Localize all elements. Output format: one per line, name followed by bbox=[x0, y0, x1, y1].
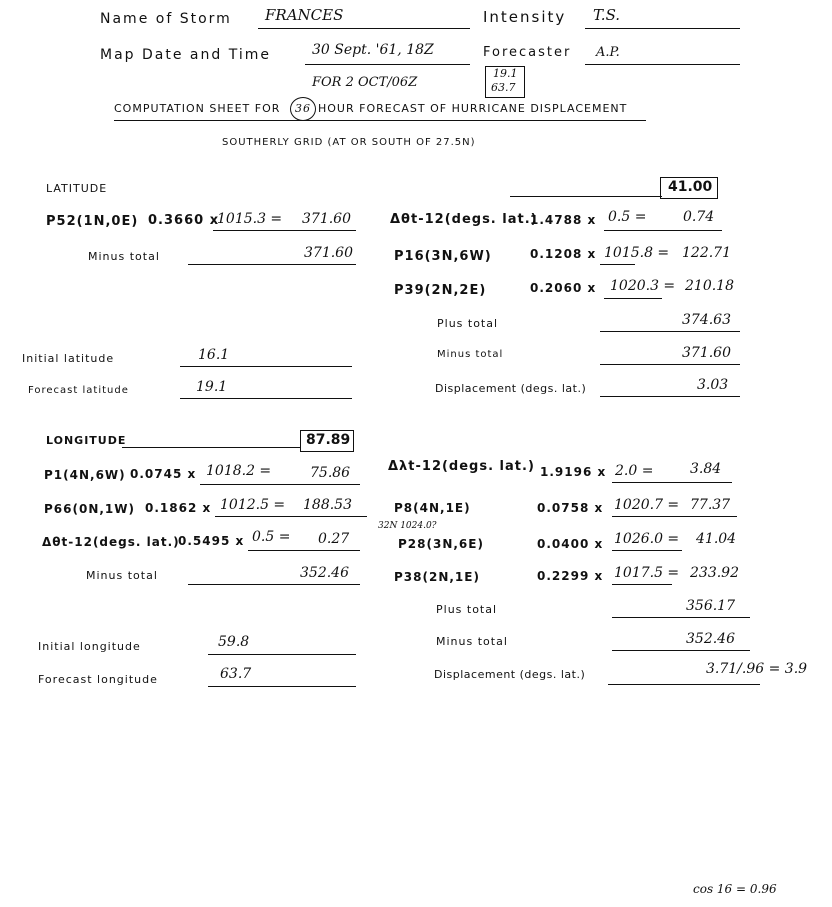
lon-minus2-label: Minus total bbox=[436, 635, 508, 648]
forecaster-label: Forecaster bbox=[483, 45, 572, 60]
p1-label: P1(4N,6W) bbox=[44, 468, 126, 482]
lon-dtheta-label: Δθt-12(degs. lat.) bbox=[42, 535, 180, 549]
p28-underline bbox=[612, 550, 682, 551]
longitude-constant: 87.89 bbox=[306, 432, 351, 448]
p1-coefficient: 0.0745 x bbox=[130, 467, 197, 481]
target-latitude: 19.1 bbox=[493, 67, 518, 80]
storm-name-value: FRANCES bbox=[265, 6, 344, 24]
lat-dtheta-coefficient: 1.4788 x bbox=[530, 213, 597, 227]
initial-latitude-underline bbox=[180, 366, 352, 367]
title-underline bbox=[114, 120, 646, 121]
lat-plus-total-value: 374.63 bbox=[682, 312, 731, 328]
lon-plus-total-underline bbox=[612, 617, 750, 618]
p16-pressure: 1015.8 = bbox=[604, 245, 670, 261]
latitude-constant: 41.00 bbox=[668, 179, 713, 195]
map-date-label: Map Date and Time bbox=[100, 47, 271, 63]
p39-pressure: 1020.3 = bbox=[610, 278, 676, 294]
forecast-latitude-label: Forecast latitude bbox=[28, 385, 129, 396]
p28-label: P28(3N,6E) bbox=[398, 537, 484, 551]
forecaster-value: A.P. bbox=[596, 45, 620, 60]
storm-name-label: Name of Storm bbox=[100, 11, 232, 27]
lat-minus2-underline bbox=[600, 364, 740, 365]
lon-minus-total-underline bbox=[188, 584, 360, 585]
p8-underline bbox=[612, 516, 737, 517]
p38-underline bbox=[612, 584, 672, 585]
p66-result: 188.53 bbox=[303, 497, 352, 513]
lon-dtheta-result: 0.27 bbox=[318, 531, 350, 547]
p1-pressure: 1018.2 = bbox=[206, 463, 272, 479]
p38-coefficient: 0.2299 x bbox=[537, 569, 604, 583]
dlambda-label: Δλt-12(degs. lat.) bbox=[388, 459, 535, 474]
dlambda-coefficient: 1.9196 x bbox=[540, 465, 607, 479]
forecaster-underline bbox=[585, 64, 740, 65]
p16-coefficient: 0.1208 x bbox=[530, 247, 597, 261]
lon-minus-total-label: Minus total bbox=[86, 569, 158, 582]
intensity-underline bbox=[585, 28, 740, 29]
p28-pressure: 1026.0 = bbox=[614, 531, 680, 547]
lon-minus2-underline bbox=[612, 650, 750, 651]
lat-dtheta-result: 0.74 bbox=[683, 209, 715, 225]
p52-result: 371.60 bbox=[302, 211, 351, 227]
lat-plus-total-underline bbox=[600, 331, 740, 332]
lat-minus-total-underline bbox=[188, 264, 356, 265]
intensity-value: T.S. bbox=[593, 6, 621, 24]
p66-pressure: 1012.5 = bbox=[220, 497, 286, 513]
p52-pressure: 1015.3 = bbox=[217, 211, 283, 227]
p1-result: 75.86 bbox=[310, 465, 351, 481]
lat-minus-total-label: Minus total bbox=[88, 250, 160, 263]
p8-coefficient: 0.0758 x bbox=[537, 501, 604, 515]
lat-dtheta-underline bbox=[604, 230, 722, 231]
initial-longitude-value: 59.8 bbox=[218, 634, 250, 650]
lon-dtheta-underline bbox=[248, 550, 360, 551]
latitude-constant-line bbox=[510, 196, 662, 197]
intensity-label: Intensity bbox=[483, 8, 567, 26]
p39-coefficient: 0.2060 x bbox=[530, 281, 597, 295]
lat-displacement-value: 3.03 bbox=[697, 377, 729, 393]
dlambda-value: 2.0 = bbox=[615, 463, 654, 479]
p39-label: P39(2N,2E) bbox=[394, 283, 487, 298]
lat-minus2-value: 371.60 bbox=[682, 345, 731, 361]
lon-minus-total-value: 352.46 bbox=[300, 565, 349, 581]
longitude-heading: LONGITUDE bbox=[46, 434, 127, 447]
p38-pressure: 1017.5 = bbox=[614, 565, 680, 581]
p16-result: 122.71 bbox=[682, 245, 731, 261]
longitude-constant-line bbox=[122, 447, 300, 448]
p8-label: P8(4N,1E) bbox=[394, 501, 471, 515]
lon-minus2-value: 352.46 bbox=[686, 631, 735, 647]
p16-label: P16(3N,6W) bbox=[394, 249, 492, 264]
forecast-longitude-underline bbox=[208, 686, 356, 687]
p52-label: P52(1N,0E) bbox=[46, 214, 139, 229]
lon-displacement-label: Displacement (degs. lat.) bbox=[434, 668, 586, 681]
initial-latitude-label: Initial latitude bbox=[22, 352, 115, 365]
p66-label: P66(0N,1W) bbox=[44, 502, 135, 516]
title-left: COMPUTATION SHEET FOR bbox=[114, 102, 281, 115]
lon-displacement-underline bbox=[608, 684, 760, 685]
dlambda-underline bbox=[612, 482, 732, 483]
cosine-note: cos 16 = 0.96 bbox=[693, 882, 777, 896]
forecast-target-note: FOR 2 OCT/06Z bbox=[312, 75, 418, 90]
map-date-value: 30 Sept. '61, 18Z bbox=[312, 42, 434, 58]
p28-correction-note: 32N 1024.0? bbox=[378, 521, 437, 531]
p66-coefficient: 0.1862 x bbox=[145, 501, 212, 515]
p39-underline bbox=[604, 298, 662, 299]
lat-minus2-label: Minus total bbox=[437, 349, 504, 360]
lat-minus-total-value: 371.60 bbox=[304, 245, 353, 261]
p8-pressure: 1020.7 = bbox=[614, 497, 680, 513]
p66-underline bbox=[215, 516, 367, 517]
map-date-underline bbox=[305, 64, 470, 65]
target-longitude: 63.7 bbox=[491, 81, 516, 94]
p52-underline bbox=[213, 230, 356, 231]
lat-displacement-underline bbox=[600, 396, 740, 397]
dlambda-result: 3.84 bbox=[690, 461, 722, 477]
p38-result: 233.92 bbox=[690, 565, 739, 581]
storm-name-underline bbox=[258, 28, 470, 29]
title-hours: 36 bbox=[295, 102, 311, 115]
p28-coefficient: 0.0400 x bbox=[537, 537, 604, 551]
lon-dtheta-value: 0.5 = bbox=[252, 529, 291, 545]
forecast-latitude-underline bbox=[180, 398, 352, 399]
p39-result: 210.18 bbox=[685, 278, 734, 294]
initial-longitude-label: Initial longitude bbox=[38, 640, 141, 653]
initial-latitude-value: 16.1 bbox=[198, 347, 230, 363]
forecast-longitude-value: 63.7 bbox=[220, 666, 252, 682]
forecast-latitude-value: 19.1 bbox=[196, 379, 228, 395]
initial-longitude-underline bbox=[208, 654, 356, 655]
p16-underline bbox=[600, 264, 635, 265]
lat-displacement-label: Displacement (degs. lat.) bbox=[435, 382, 587, 395]
lon-plus-total-label: Plus total bbox=[436, 603, 498, 616]
subtitle: SOUTHERLY GRID (AT OR SOUTH OF 27.5N) bbox=[222, 137, 476, 148]
p52-coefficient: 0.3660 x bbox=[148, 213, 220, 228]
lon-displacement-value: 3.71/.96 = 3.9 bbox=[706, 661, 808, 677]
lat-dtheta-value: 0.5 = bbox=[608, 209, 647, 225]
p28-result: 41.04 bbox=[696, 531, 737, 547]
lat-plus-total-label: Plus total bbox=[437, 317, 499, 330]
lat-dtheta-label: Δθt-12(degs. lat.) bbox=[390, 212, 538, 227]
lon-dtheta-coefficient: 0.5495 x bbox=[178, 534, 245, 548]
p8-result: 77.37 bbox=[690, 497, 731, 513]
forecast-longitude-label: Forecast longitude bbox=[38, 673, 158, 686]
title-right: HOUR FORECAST OF HURRICANE DISPLACEMENT bbox=[318, 102, 628, 115]
p1-underline bbox=[200, 484, 360, 485]
latitude-heading: LATITUDE bbox=[46, 182, 108, 195]
p38-label: P38(2N,1E) bbox=[394, 570, 480, 584]
lon-plus-total-value: 356.17 bbox=[686, 598, 735, 614]
